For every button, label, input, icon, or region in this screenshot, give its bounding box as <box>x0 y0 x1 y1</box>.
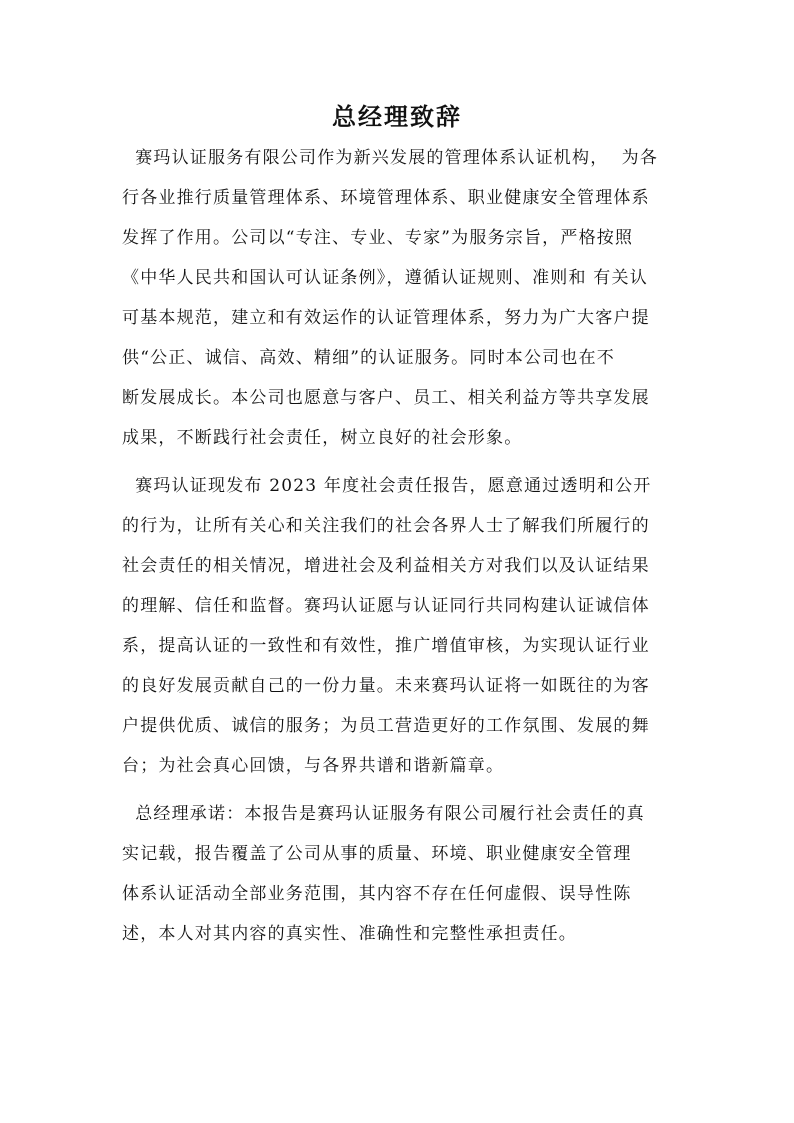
paragraph-line: 总经理承诺：本报告是赛玛认证服务有限公司履行社会责任的真 <box>122 804 645 824</box>
paragraph-line: 赛玛认证现发布 2023 年度社会责任报告，愿意通过透明和公开 <box>122 476 652 496</box>
paragraph-line: 的良好发展贡献自己的一份力量。未来赛玛认证将一如既往的为客 <box>122 676 650 696</box>
paragraph-line: 《中华人民共和国认可认证条例》，遵循认证规则、准则和 有关认 <box>122 268 648 288</box>
paragraph-line: 户提供优质、诚信的服务；为员工营造更好的工作氛围、发展的舞 <box>122 716 650 736</box>
paragraph-line: 的理解、信任和监督。赛玛认证愿与认证同行共同构建认证诚信体 <box>122 596 650 616</box>
paragraph-line: 的行为，让所有关心和关注我们的社会各界人士了解我们所履行的 <box>122 516 650 536</box>
paragraph-line: 实记载，报告覆盖了公司从事的质量、环境、职业健康安全管理 <box>122 844 632 864</box>
page-title: 总经理致辞 <box>332 102 462 131</box>
paragraph-line: 行各业推行质量管理体系、环境管理体系、职业健康安全管理体系 <box>122 188 650 208</box>
paragraph-line: 供“公正、诚信、高效、精细”的认证服务。同时本公司也在不 <box>122 348 615 368</box>
paragraph-line: 系，提高认证的一致性和有效性，推广增值审核，为实现认证行业 <box>122 636 650 656</box>
paragraph-line: 社会责任的相关情况，增进社会及利益相关方对我们以及认证结果 <box>122 556 650 576</box>
paragraph-line: 成果，不断践行社会责任，树立良好的社会形象。 <box>122 428 523 448</box>
paragraph-line: 可基本规范，建立和有效运作的认证管理体系，努力为广大客户提 <box>122 308 650 328</box>
paragraph-line: 述，本人对其内容的真实性、准确性和完整性承担责任。 <box>122 924 577 944</box>
paragraph-line: 断发展成长。本公司也愿意与客户、员工、相关利益方等共享发展 <box>122 388 650 408</box>
paragraph-line: 体系认证活动全部业务范围，其内容不存在任何虚假、误导性陈 <box>122 884 632 904</box>
paragraph-line: 台；为社会真心回馈，与各界共谱和谐新篇章。 <box>122 756 505 776</box>
paragraph-line: 发挥了作用。公司以“专注、专业、专家”为服务宗旨，严格按照 <box>122 228 634 248</box>
paragraph-line: 赛玛认证服务有限公司作为新兴发展的管理体系认证机构， 为各 <box>122 148 659 168</box>
